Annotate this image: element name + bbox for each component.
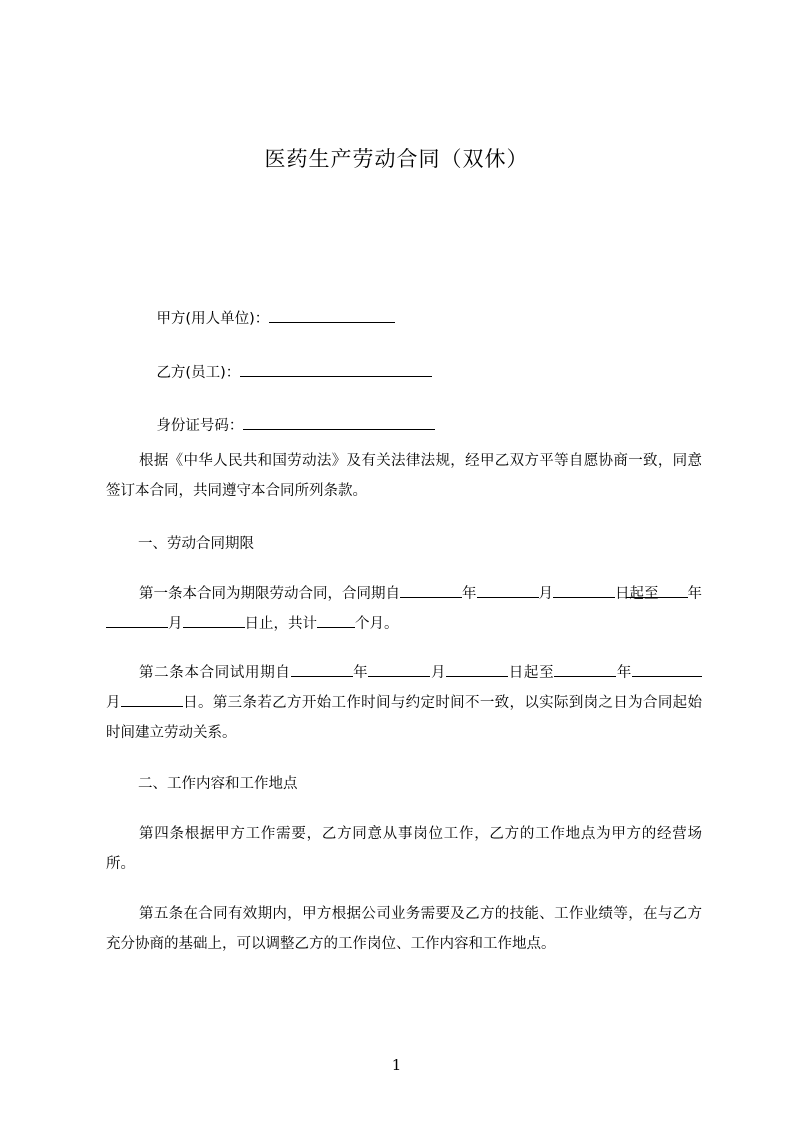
party-a-blank: [269, 308, 395, 323]
month-label: 月: [430, 665, 447, 681]
blank: [477, 583, 539, 598]
party-a-label: 甲方(用人单位)：: [156, 311, 270, 327]
article-2-3: [106, 658, 702, 748]
id-line: [138, 398, 435, 451]
blank: [553, 583, 615, 598]
day-end-label: 日止，共计: [244, 616, 317, 632]
intro-paragraph: 根据《中华人民共和国劳动法》及有关法律法规，经甲乙双方平等自愿协商一致，同意签订本合同，共同遵守本合同所列条款。: [106, 453, 702, 499]
blank: [121, 692, 183, 707]
party-b-line: [138, 345, 432, 398]
blank: [106, 613, 168, 628]
blank: [632, 662, 684, 677]
party-a-line: [138, 291, 395, 344]
blank: [554, 662, 616, 677]
blank: [291, 662, 353, 677]
page-number: 1: [391, 1056, 402, 1074]
party-b-label: 乙方(员工)：: [156, 365, 241, 381]
day-from-label: 日起至: [615, 586, 659, 602]
year-label: 年: [616, 665, 633, 681]
year-label: 年: [462, 586, 477, 602]
months-label: 个月。: [355, 616, 399, 632]
party-b-blank: [240, 362, 432, 377]
blank: [626, 583, 688, 598]
blank: [183, 613, 245, 628]
article-5: 第五条在合同有效期内，甲方根据公司业务需要及乙方的技能、工作业绩等，在与乙方充分协商的基础上，可以调整乙方的工作岗位、工作内容和工作地点。: [106, 906, 702, 952]
article-4: 第四条根据甲方工作需要，乙方同意从事岗位工作，乙方的工作地点为甲方的经营场所。: [106, 826, 702, 872]
art2-prefix: 第二条本合同试用期自: [139, 665, 291, 681]
art3-text: 第三条若乙方开始工作时间与约定时间不一致，以实际到岗之日为合同起始时间建立劳动关系。: [106, 695, 703, 741]
month-label: 月: [106, 695, 121, 711]
month-label: 月: [168, 616, 183, 632]
year-label: 年: [687, 586, 702, 602]
day-from-label: 日起至: [508, 665, 555, 681]
day-end-label: 日。: [182, 695, 213, 711]
blank: [317, 613, 355, 628]
article-1: [106, 579, 702, 639]
month-label: 月: [538, 586, 553, 602]
blank: [446, 662, 508, 677]
year-label: 年: [352, 665, 369, 681]
art1-prefix: 第一条本合同为期限劳动合同，合同期自: [139, 586, 400, 602]
id-blank: [243, 415, 435, 430]
section1-heading: 一、劳动合同期限: [138, 536, 254, 552]
blank: [684, 662, 702, 677]
id-label: 身份证号码：: [156, 418, 244, 434]
document-title: 医药生产劳动合同（双休）: [264, 147, 529, 171]
blank: [400, 583, 462, 598]
blank: [368, 662, 430, 677]
section2-heading: 二、工作内容和工作地点: [138, 776, 298, 792]
